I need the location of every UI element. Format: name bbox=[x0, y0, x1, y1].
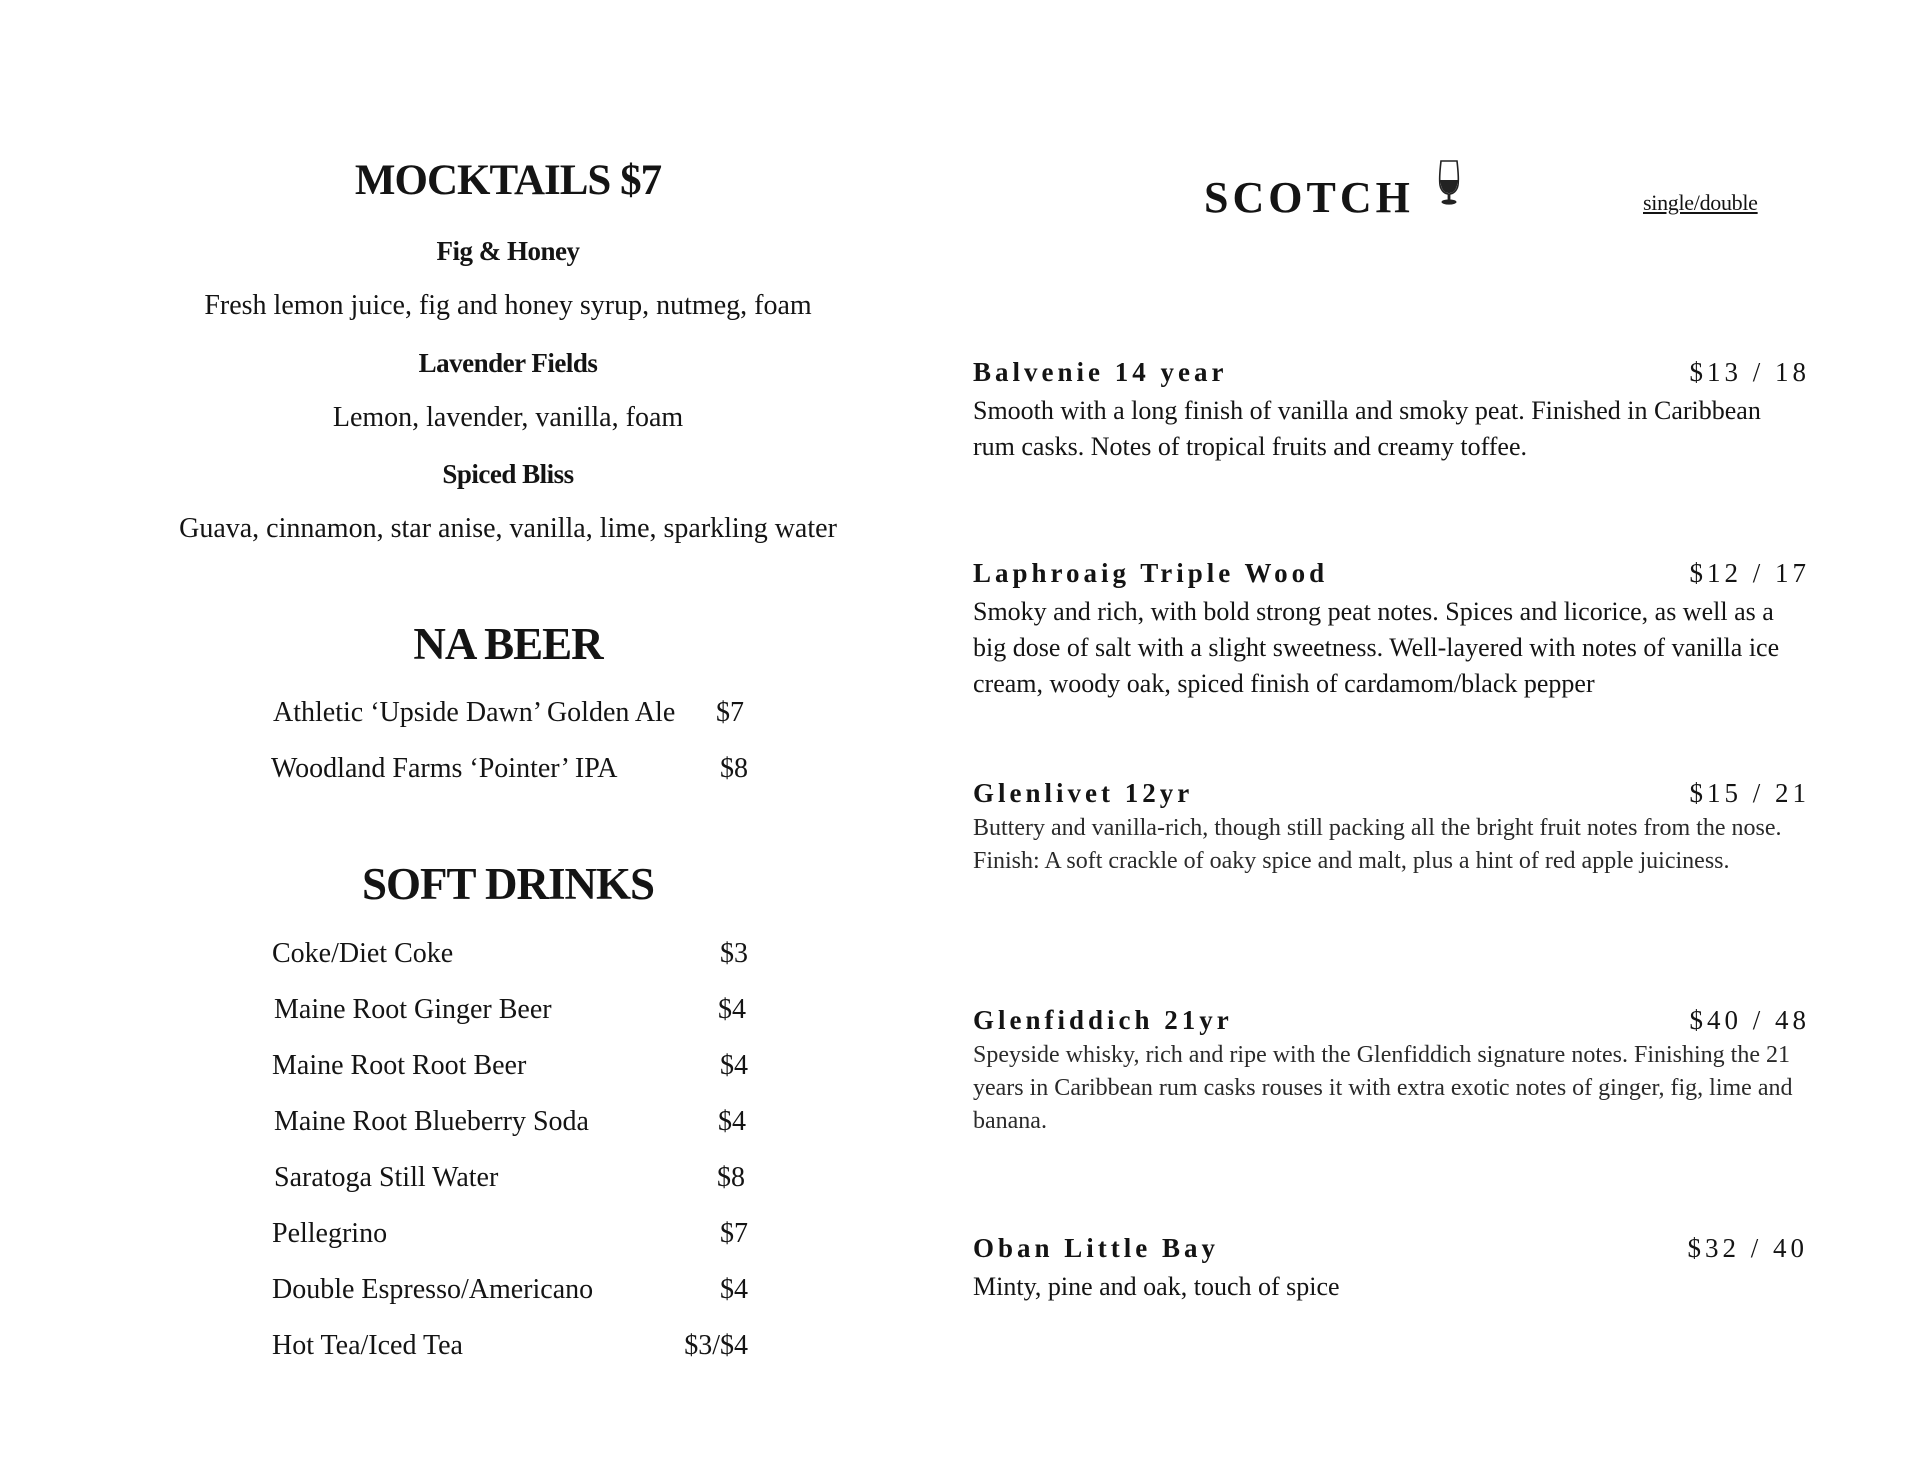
item-price: $4 bbox=[720, 1274, 748, 1305]
scotch-description: Speyside whisky, rich and ripe with the Glenfiddich signature notes. Finishing the 21 years in Caribbean rum casks rouses it with extra exotic notes of ginger, fig, lime and banana. bbox=[973, 1042, 1793, 1134]
item-price: $4 bbox=[718, 994, 746, 1025]
item-name: Athletic ‘Upside Dawn’ Golden Ale bbox=[273, 697, 676, 728]
item-name: Hot Tea/Iced Tea bbox=[272, 1330, 463, 1361]
scotch-price: $40 / 48 bbox=[1689, 1005, 1810, 1035]
scotch-name: Laphroaig Triple Wood bbox=[973, 558, 1329, 588]
mocktail-description: Lemon, lavender, vanilla, foam bbox=[332, 402, 684, 433]
item-price: $7 bbox=[716, 697, 744, 728]
scotch-name: Oban Little Bay bbox=[973, 1233, 1220, 1263]
scotch-item bbox=[973, 357, 1808, 477]
item-name: Maine Root Blueberry Soda bbox=[274, 1106, 589, 1137]
item-price: $3/$4 bbox=[684, 1330, 748, 1361]
scotch-name: Glenlivet 12yr bbox=[973, 778, 1194, 808]
mocktail-name: Fig & Honey bbox=[436, 236, 580, 266]
scotch-item bbox=[973, 778, 1808, 918]
whisky-glass-icon bbox=[1434, 158, 1464, 208]
scotch-item bbox=[973, 558, 1808, 718]
scotch-name: Glenfiddich 21yr bbox=[973, 1005, 1233, 1035]
mocktail-description: Fresh lemon juice, fig and honey syrup, nutmeg, foam bbox=[204, 290, 812, 321]
scotch-price: $12 / 17 bbox=[1689, 558, 1810, 588]
mocktail-name: Lavender Fields bbox=[418, 348, 598, 378]
scotch-price: $32 / 40 bbox=[1687, 1233, 1808, 1263]
scotch-description: Smooth with a long finish of vanilla and smoky peat. Finished in Caribbean rum casks. Notes of tropical fruits and creamy toffee. bbox=[973, 396, 1761, 461]
scotch-price: $15 / 21 bbox=[1689, 778, 1810, 808]
scotch-description: Buttery and vanilla-rich, though still packing all the bright fruit notes from the nose. Finish: A soft crackle of oaky spice and malt, plus a hint of red apple juiciness. bbox=[973, 815, 1782, 874]
scotch-item bbox=[973, 1005, 1808, 1145]
item-price: $7 bbox=[720, 1218, 748, 1249]
soft-drinks-heading: SOFT DRINKS bbox=[361, 859, 654, 909]
item-name: Saratoga Still Water bbox=[274, 1162, 499, 1193]
scotch-name: Balvenie 14 year bbox=[973, 357, 1228, 387]
item-name: Maine Root Ginger Beer bbox=[274, 994, 552, 1025]
mocktails-heading: MOCKTAILS $7 bbox=[354, 157, 662, 204]
scotch-description: Smoky and rich, with bold strong peat notes. Spices and licorice, as well as a big dose of salt with a slight sweetness. Well-layered with notes of vanilla ice cream, woody oak, spiced finish of cardamom/black pepper bbox=[973, 597, 1780, 698]
item-price: $8 bbox=[720, 753, 748, 784]
item-name: Maine Root Root Beer bbox=[272, 1050, 527, 1081]
scotch-price: $13 / 18 bbox=[1689, 357, 1810, 387]
item-price: $3 bbox=[720, 938, 748, 969]
na-beer-heading: NA BEER bbox=[413, 619, 603, 669]
scotch-description: Minty, pine and oak, touch of spice bbox=[973, 1272, 1340, 1301]
item-price: $4 bbox=[718, 1106, 746, 1137]
mocktail-description: Guava, cinnamon, star anise, vanilla, lime, sparkling water bbox=[179, 513, 837, 544]
item-name: Double Espresso/Americano bbox=[272, 1274, 594, 1305]
scotch-heading: SCOTCH bbox=[1204, 173, 1414, 222]
single-double-label: single/double bbox=[1643, 190, 1758, 215]
item-price: $8 bbox=[717, 1162, 745, 1193]
mocktail-name: Spiced Bliss bbox=[442, 459, 574, 489]
item-name: Woodland Farms ‘Pointer’ IPA bbox=[271, 753, 618, 784]
item-name: Coke/Diet Coke bbox=[272, 938, 454, 969]
item-price: $4 bbox=[720, 1050, 748, 1081]
item-name: Pellegrino bbox=[272, 1218, 388, 1249]
scotch-item bbox=[973, 1233, 1808, 1323]
